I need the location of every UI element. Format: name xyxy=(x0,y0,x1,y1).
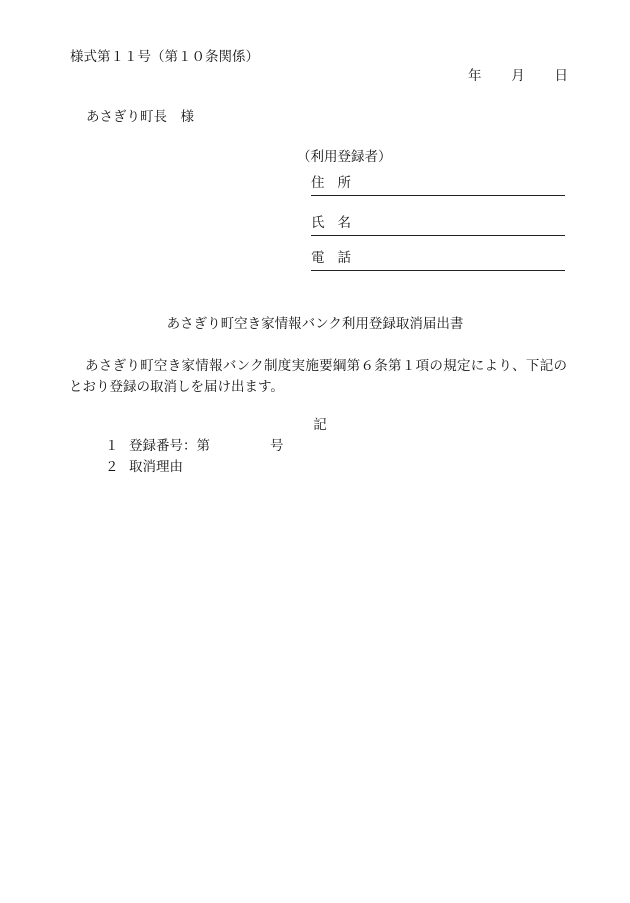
address-label: 住所 xyxy=(311,175,364,191)
name-field[interactable] xyxy=(311,217,565,236)
item-label: 取消理由 xyxy=(129,459,183,475)
phone-label: 電話 xyxy=(311,250,364,266)
document-title: あさぎり町空き家情報バンク利用登録取消届出書 xyxy=(166,316,464,332)
ki-heading: 記 xyxy=(313,417,327,433)
item-number: ２ xyxy=(105,459,119,475)
item-registration-number xyxy=(105,440,284,454)
address-field[interactable] xyxy=(311,177,565,196)
item-cancel-reason xyxy=(105,461,183,475)
body-text: あさぎり町空き家情報バンク制度実施要綱第６条第１項の規定により、下記のとおり登録の取消しを届け出ます。 xyxy=(69,358,567,395)
addressee: あさぎり町長 様 xyxy=(86,109,194,125)
item-suffix: 号 xyxy=(270,438,284,454)
date-month: 月 xyxy=(511,68,525,84)
item-label: 登録番号：第 xyxy=(129,438,210,454)
phone-field[interactable] xyxy=(311,252,565,271)
item-number: １ xyxy=(105,438,119,454)
date-year: 年 xyxy=(468,68,482,84)
name-label: 氏名 xyxy=(311,215,364,231)
form-number: 様式第１１号（第１０条関係） xyxy=(70,49,259,65)
applicant-label: （利用登録者） xyxy=(297,149,392,165)
date-day: 日 xyxy=(554,68,568,84)
date-line xyxy=(468,70,568,84)
